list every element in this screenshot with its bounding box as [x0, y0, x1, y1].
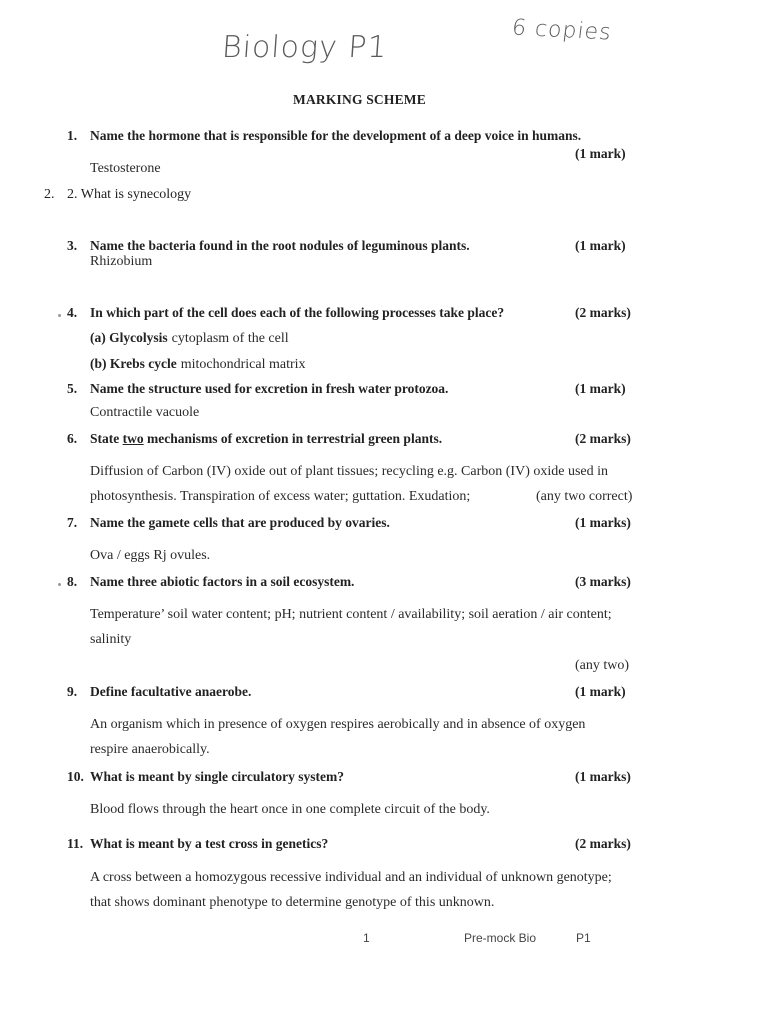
q1-number: 1.: [67, 128, 78, 143]
q4-part-b: [90, 355, 306, 373]
q6-text-underlined: two: [122, 431, 144, 446]
q10-number: 10.: [67, 769, 84, 784]
q6-marks: (2 marks): [575, 431, 631, 446]
q3-text: Name the bacteria found in the root nodules of leguminous plants.: [90, 238, 470, 253]
footer-label: Pre-mock Bio: [464, 931, 537, 945]
q11-text: What is meant by a test cross in genetics?: [90, 836, 329, 851]
q10-text: What is meant by single circulatory system?: [90, 769, 344, 784]
q8-answer-line2: salinity: [90, 632, 132, 647]
q6-text-pre: State: [90, 431, 120, 446]
footer-paper: P1: [576, 931, 591, 945]
handwritten-copies: 6 copies: [510, 15, 614, 46]
q7-number: 7.: [67, 515, 78, 530]
q3-number: 3.: [67, 238, 78, 253]
q6-note: (any two correct): [536, 489, 633, 504]
q3-answer: Rhizobium: [90, 254, 153, 269]
q4-part-b-label: (b) Krebs cycle: [90, 356, 177, 371]
q10-marks: (1 marks): [575, 769, 631, 784]
q4-part-a: [90, 329, 289, 347]
q6-answer-line1: Diffusion of Carbon (IV) oxide out of plant tissues; recycling e.g. Carbon (IV) oxide used in: [90, 464, 609, 479]
q4-part-a-answer: cytoplasm of the cell: [171, 331, 289, 346]
footer-page-number: 1: [363, 931, 370, 945]
q9-answer-line1: An organism which in presence of oxygen respires aerobically and in absence of oxygen: [90, 717, 586, 732]
q2-number: 2.: [44, 187, 55, 202]
margin-dot: [58, 314, 61, 317]
q4-part-a-label: (a) Glycolysis: [90, 330, 168, 345]
q4-marks: (2 marks): [575, 305, 631, 320]
margin-dot: [58, 583, 61, 586]
q5-answer: Contractile vacuole: [90, 405, 200, 420]
q4-text: In which part of the cell does each of the following processes take place?: [90, 305, 505, 320]
q8-answer-line1: Temperature’ soil water content; pH; nutrient content / availability; soil aeration / air content;: [90, 607, 612, 622]
q11-number: 11.: [67, 836, 84, 851]
q7-text: Name the gamete cells that are produced by ovaries.: [90, 515, 390, 530]
q7-marks: (1 marks): [575, 515, 631, 530]
q9-answer-line2: respire anaerobically.: [90, 742, 210, 757]
q1-marks: (1 mark): [575, 146, 626, 161]
q8-number: 8.: [67, 574, 78, 589]
q11-marks: (2 marks): [575, 836, 631, 851]
q1-answer: Testosterone: [90, 161, 161, 176]
q8-marks: (3 marks): [575, 574, 631, 589]
handwritten-title: Biology P1: [220, 30, 389, 65]
q11-answer-line2: that shows dominant phenotype to determine genotype of this unknown.: [90, 895, 495, 910]
q1-text: Name the hormone that is responsible for the development of a deep voice in humans.: [90, 128, 582, 143]
q11-answer-line1: A cross between a homozygous recessive individual and an individual of unknown genotype;: [90, 870, 612, 885]
q10-answer: Blood flows through the heart once in one complete circuit of the body.: [90, 802, 490, 817]
q6-answer-line2: photosynthesis. Transpiration of excess water; guttation. Exudation;: [90, 489, 471, 504]
q9-marks: (1 mark): [575, 684, 626, 699]
q4-number: 4.: [67, 305, 78, 320]
q5-marks: (1 mark): [575, 381, 626, 396]
q6-text: [90, 431, 442, 447]
q8-text: Name three abiotic factors in a soil ecosystem.: [90, 574, 355, 589]
page-title: MARKING SCHEME: [293, 92, 426, 107]
q5-number: 5.: [67, 381, 78, 396]
q7-answer: Ova / eggs Rj ovules.: [90, 548, 211, 563]
q9-number: 9.: [67, 684, 78, 699]
q6-text-post: mechanisms of excretion in terrestrial green plants.: [147, 431, 443, 446]
q4-part-b-answer: mitochondrical matrix: [180, 357, 306, 372]
q8-note: (any two): [575, 658, 630, 673]
q5-text: Name the structure used for excretion in fresh water protozoa.: [90, 381, 449, 396]
q9-text: Define facultative anaerobe.: [90, 684, 252, 699]
q3-marks: (1 mark): [575, 238, 626, 253]
q6-number: 6.: [67, 431, 78, 446]
q2-text: 2. What is synecology: [67, 187, 192, 202]
